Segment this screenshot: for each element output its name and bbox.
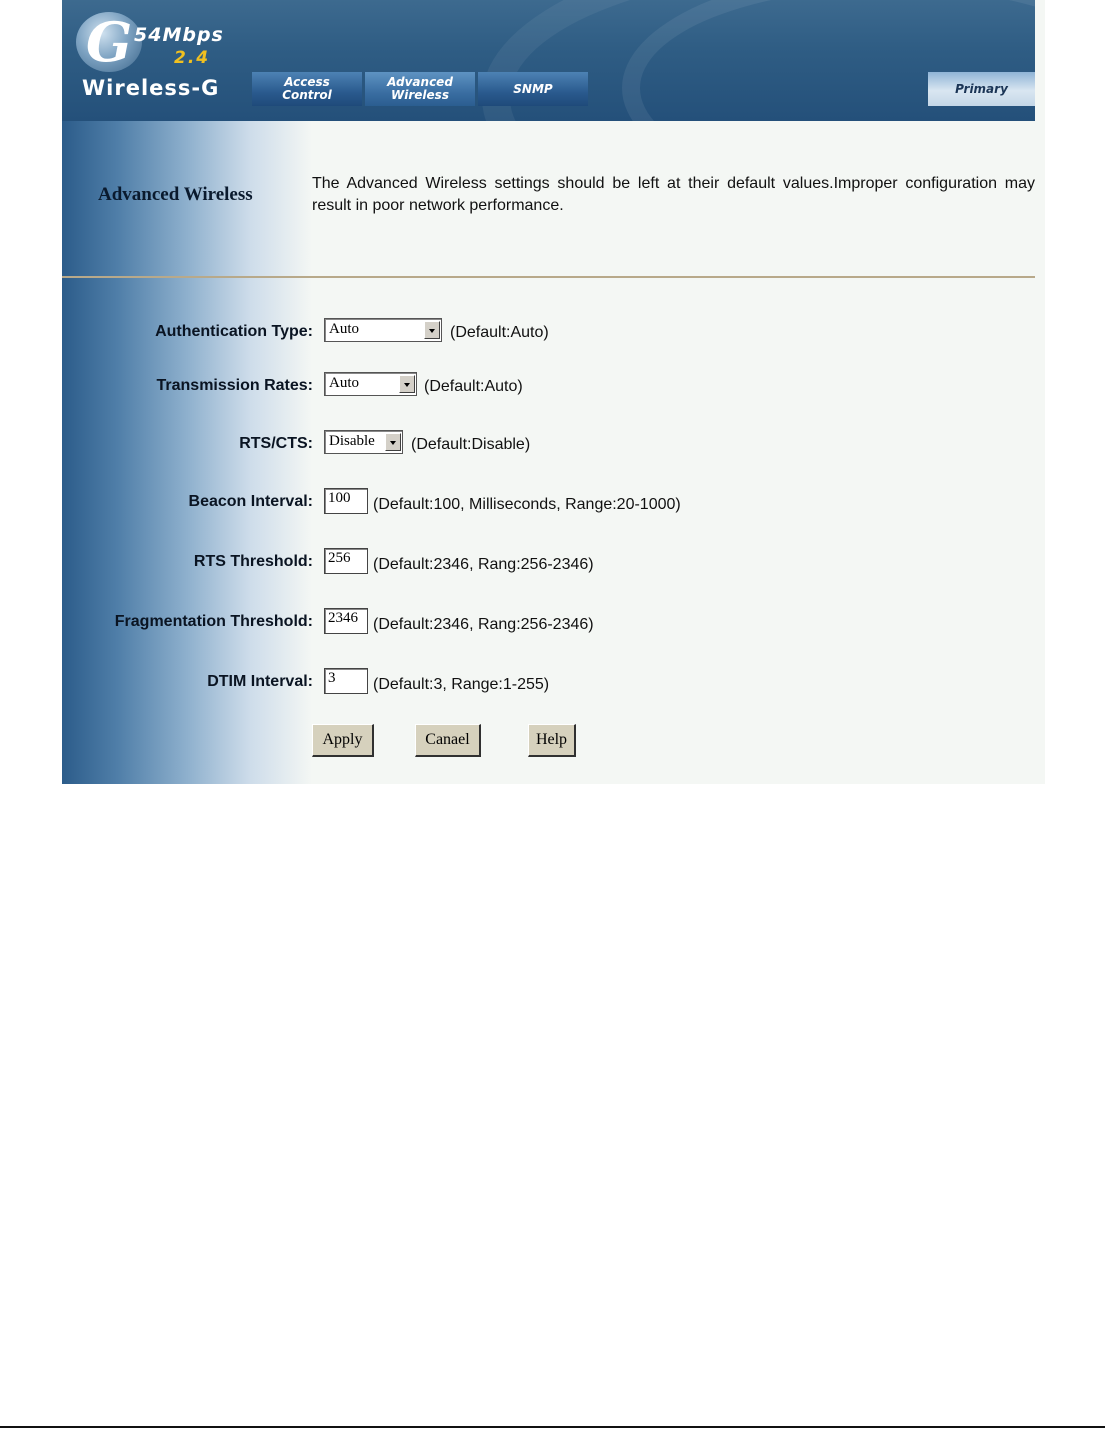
chevron-down-icon[interactable] bbox=[399, 375, 415, 393]
router-config-page bbox=[62, 0, 1045, 784]
dtim-interval-hint: (Default:3, Range:1-255) bbox=[373, 676, 550, 693]
dtim-interval-label: DTIM Interval: bbox=[207, 673, 313, 690]
tab-label: SNMP bbox=[513, 81, 553, 96]
tab-label: Control bbox=[282, 88, 332, 102]
tx-rates-value: Auto bbox=[329, 375, 359, 391]
tab-label: Access bbox=[284, 75, 330, 89]
tx-rates-label: Transmission Rates: bbox=[156, 377, 313, 394]
frag-threshold-hint: (Default:2346, Rang:256-2346) bbox=[373, 616, 594, 633]
section-title: Advanced Wireless bbox=[98, 184, 253, 205]
apply-button[interactable]: Apply bbox=[312, 724, 374, 757]
frag-threshold-input[interactable]: 2346 bbox=[324, 608, 368, 634]
chevron-down-icon[interactable] bbox=[424, 321, 440, 339]
chevron-down-icon[interactable] bbox=[385, 433, 401, 451]
rts-cts-hint: (Default:Disable) bbox=[411, 436, 531, 453]
divider bbox=[62, 276, 1035, 278]
page-footer-line bbox=[0, 1426, 1105, 1428]
beacon-interval-label: Beacon Interval: bbox=[188, 493, 313, 510]
auth-type-label: Authentication Type: bbox=[155, 323, 313, 340]
cancel-button[interactable]: Canael bbox=[415, 724, 481, 757]
tab-primary[interactable] bbox=[928, 72, 1035, 106]
rts-threshold-label: RTS Threshold: bbox=[193, 553, 313, 570]
tx-rates-select[interactable] bbox=[324, 372, 417, 396]
tab-label: Advanced bbox=[387, 75, 453, 89]
tab-access-control[interactable] bbox=[252, 72, 362, 106]
auth-type-hint: (Default:Auto) bbox=[450, 324, 549, 341]
tab-label: Wireless bbox=[391, 88, 449, 102]
logo-speed-text: 54Mbps bbox=[134, 24, 224, 46]
logo-band-text: 2.4 bbox=[174, 48, 211, 68]
rts-cts-value: Disable bbox=[329, 433, 375, 449]
logo-g-icon: G bbox=[76, 12, 142, 72]
rts-threshold-hint: (Default:2346, Rang:256-2346) bbox=[373, 556, 594, 573]
frag-threshold-label: Fragmentation Threshold: bbox=[114, 613, 313, 630]
rts-cts-select[interactable] bbox=[324, 430, 403, 454]
section-description: The Advanced Wireless settings should be left at their default values.Improper configuration may result in poor network performance. bbox=[312, 175, 1035, 214]
beacon-interval-input[interactable]: 100 bbox=[324, 488, 368, 514]
rts-threshold-input[interactable]: 256 bbox=[324, 548, 368, 574]
tx-rates-hint: (Default:Auto) bbox=[424, 378, 523, 395]
dtim-interval-input[interactable]: 3 bbox=[324, 668, 368, 694]
auth-type-select[interactable] bbox=[324, 318, 442, 342]
help-button[interactable]: Help bbox=[528, 724, 576, 757]
beacon-interval-hint: (Default:100, Milliseconds, Range:20-1000) bbox=[373, 496, 681, 513]
tab-advanced-wireless[interactable] bbox=[365, 72, 475, 106]
tab-snmp[interactable] bbox=[478, 72, 588, 106]
logo-brand-text: Wireless-G bbox=[82, 76, 220, 100]
rts-cts-label: RTS/CTS: bbox=[239, 435, 313, 452]
tab-label: Primary bbox=[955, 81, 1008, 96]
auth-type-value: Auto bbox=[329, 321, 359, 337]
header-banner bbox=[62, 0, 1035, 121]
